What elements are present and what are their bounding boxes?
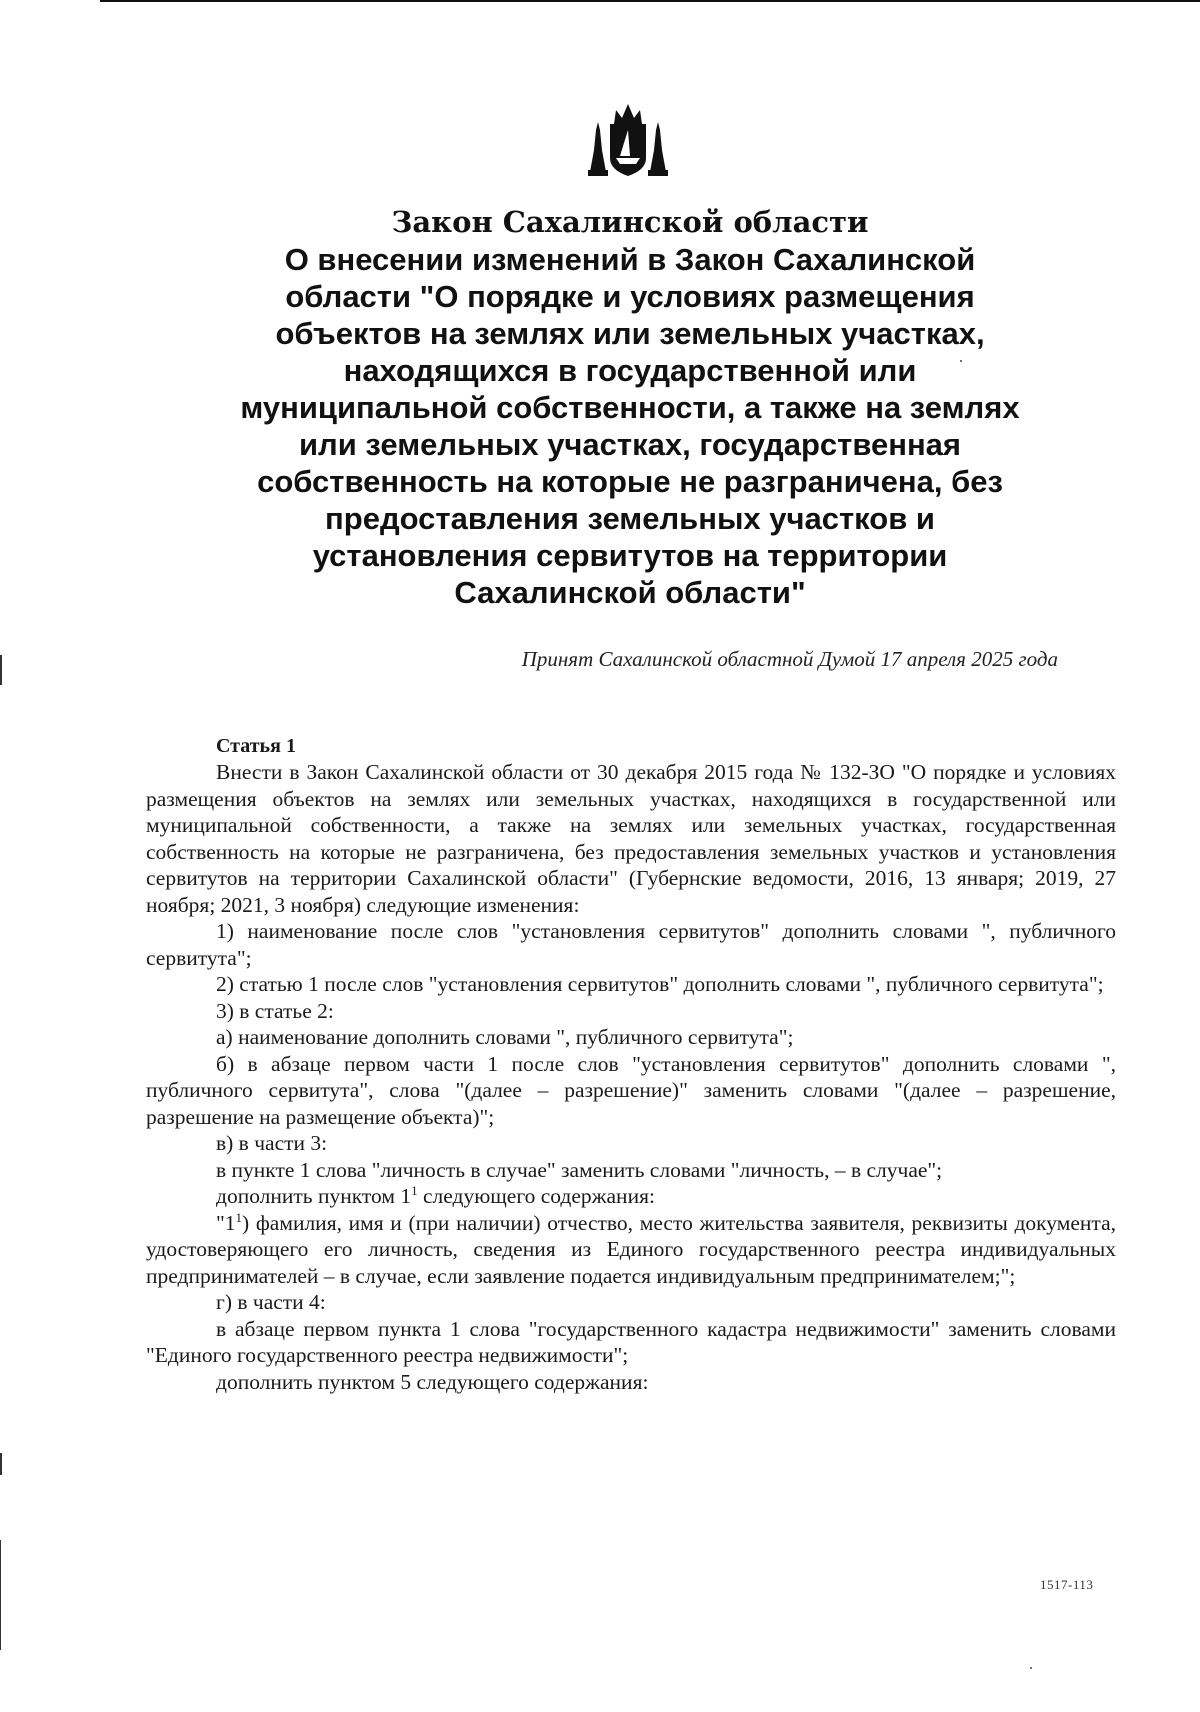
paragraph-text: дополнить пунктом 1: [216, 1184, 412, 1208]
paragraph: дополнить пунктом 5 следующего содержания:: [216, 1369, 649, 1394]
paragraph-text: ) фамилия, имя и (при наличии) отчество, место жительства заявителя, реквизиты документа, удостоверяющего его личность, сведения из Единого государственного реестра индивидуальных предпринимателей – в случае, если заявление подается индивидуальным предпринимателем;";: [146, 1210, 1116, 1288]
law-title-line: предоставления земельных участков и: [325, 501, 935, 536]
paragraph: в пункте 1 слова "личность в случае" заменить словами "личность, – в случае";: [216, 1157, 943, 1182]
paragraph: [146, 1210, 1116, 1290]
superscript: 1: [411, 1182, 418, 1198]
document-number: 1517-113: [1040, 1577, 1094, 1592]
scan-margin-mark: [0, 655, 2, 685]
scan-margin-mark: [0, 1453, 2, 1475]
law-title-line: О внесении изменений в Закон Сахалинской: [284, 242, 976, 277]
law-title-line: находящихся в государственной или: [343, 353, 917, 388]
paragraph-text: следующего содержания:: [417, 1184, 655, 1208]
paragraph: в) в части 3:: [216, 1131, 328, 1155]
paragraph: 2) статью 1 после слов "установления сервитутов" дополнить словами ", публичного сервитута";: [216, 972, 1104, 996]
law-title-line: муниципальной собственности, а также на землях: [240, 390, 1020, 425]
law-kind: Закон Сахалинской области: [391, 205, 869, 239]
paragraph: б) в абзаце первом части 1 после слов "установления сервитутов" дополнить словами ", публичного сервитута", слова "(далее – разрешение)" заменить словами "(далее – разрешение, разрешение на размещение объекта)";: [146, 1051, 1116, 1129]
paragraph: г) в части 4:: [216, 1290, 326, 1314]
law-title: [150, 241, 1110, 611]
paragraph-text: "1: [216, 1210, 236, 1235]
paragraph: 3) в статье 2:: [216, 998, 334, 1023]
scan-speck: [960, 360, 962, 362]
paragraph: [146, 1183, 1116, 1210]
paragraph: в абзаце первом пункта 1 слова "государственного кадастра недвижимости" заменить словами "Единого государственного реестра недвижимости";: [146, 1316, 1116, 1367]
sakhalin-coat-of-arms-icon: [586, 100, 670, 178]
scan-margin-mark: [0, 1540, 1, 1650]
law-header: [150, 205, 1110, 611]
superscript: 1: [235, 1209, 243, 1225]
paragraph: Внести в Закон Сахалинской области от 30 декабря 2015 года № 132-ЗО "О порядке и условиях размещения объектов на землях или земельных участках, находящихся в государственной или муниципальной собственности, а также на землях или земельных участках, государственная собственность на которые не разграничена, без предоставления земельных участков и установления сервитутов на территории Сахалинской области" (Губернские ведомости, 2016, 13 января; 2019, 27 ноября; 2021, 3 ноября) следующие изменения:: [146, 760, 1116, 917]
law-title-line: собственность на которые не разграничена, без: [257, 464, 1003, 499]
law-title-line: установления сервитутов на территории: [312, 538, 948, 573]
law-title-line: Сахалинской области": [454, 575, 806, 610]
law-title-line: объектов на землях или земельных участках,: [275, 316, 985, 351]
article-heading: Статья 1: [216, 735, 296, 757]
scan-speck: [1030, 1667, 1032, 1669]
law-title-line: или земельных участках, государственная: [298, 427, 962, 462]
law-title-line: области "О порядке и условиях размещения: [285, 279, 975, 314]
scan-top-border: [100, 0, 1200, 2]
law-body: [146, 733, 1116, 1395]
paragraph: 1) наименование после слов "установления сервитутов" дополнить словами ", публичного сервитута";: [146, 919, 1116, 970]
paragraph: а) наименование дополнить словами ", публичного сервитута";: [216, 1025, 794, 1049]
adoption-note: Принят Сахалинской областной Думой 17 апреля 2025 года: [521, 647, 1058, 671]
